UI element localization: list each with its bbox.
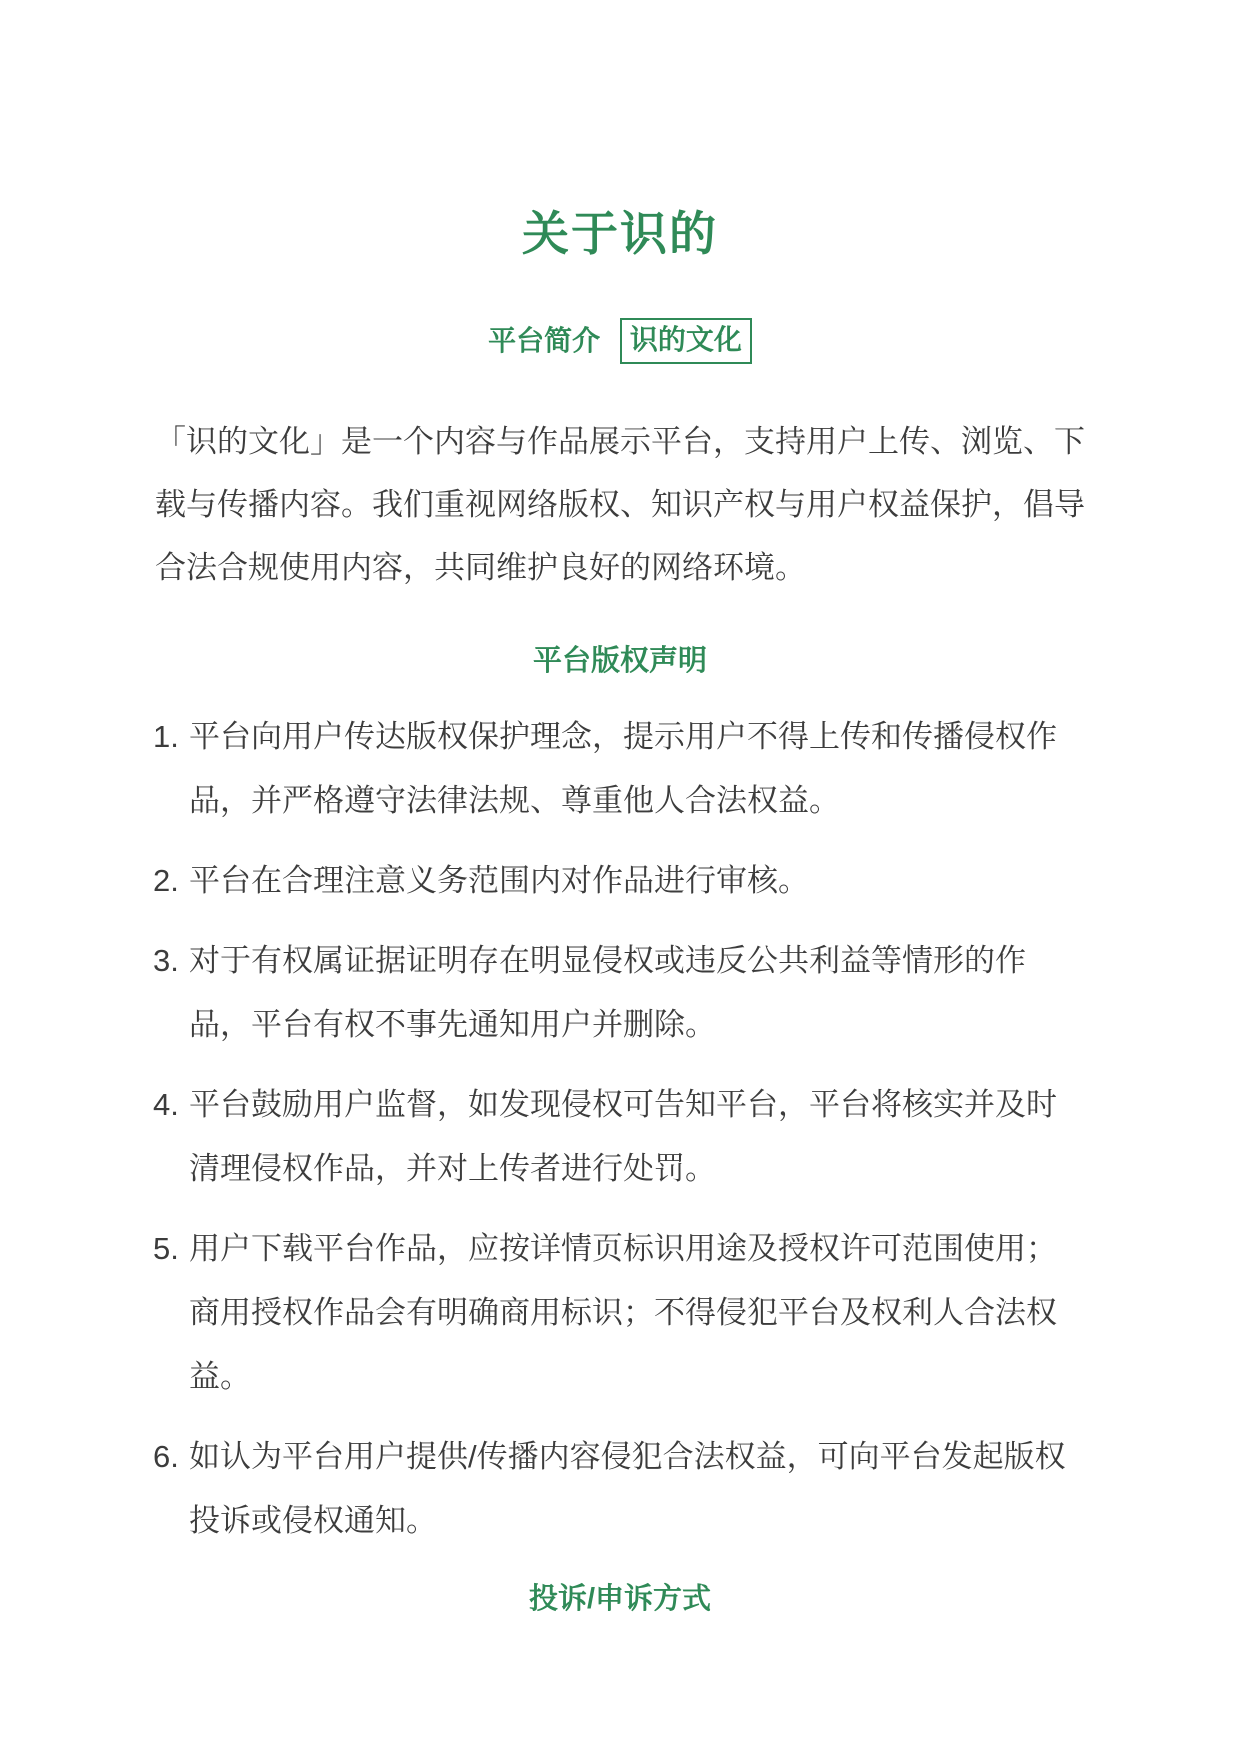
list-item [155, 1217, 1085, 1409]
platform-name-box: 识的文化 [620, 318, 752, 364]
list-item [155, 705, 1085, 833]
document-content [155, 0, 1085, 1619]
page-title: 关于识的 [522, 207, 718, 260]
list-item [155, 849, 1085, 913]
list-item-number: 6. [153, 1439, 179, 1474]
list-item-number: 4. [153, 1087, 179, 1122]
list-item [155, 1425, 1085, 1553]
intro-paragraph: 「识的文化」是一个内容与作品展示平台，支持用户上传、浏览、下载与传播内容。我们重视网络版权、知识产权与用户权益保护，倡导合法合规使用内容，共同维护良好的网络环境。 [155, 424, 1085, 585]
list-item [155, 929, 1085, 1057]
section-heading-complaint: 投诉/申诉方式 [528, 1583, 712, 1615]
list-item-number: 3. [153, 943, 179, 978]
copyright-list [155, 705, 1085, 1553]
list-item-text: 如认为平台用户提供/传播内容侵犯合法权益，可向平台发起版权投诉或侵权通知。 [189, 1439, 1066, 1538]
section-heading-copyright: 平台版权声明 [532, 645, 707, 677]
list-item-number: 1. [153, 719, 179, 754]
list-item-text: 对于有权属证据证明存在明显侵权或违反公共利益等情形的作品，平台有权不事先通知用户并删除。 [189, 943, 1026, 1042]
list-item-text: 用户下载平台作品，应按详情页标识用途及授权许可范围使用；商用授权作品会有明确商用标识；不得侵犯平台及权利人合法权益。 [189, 1231, 1057, 1394]
list-item-number: 5. [153, 1231, 179, 1266]
list-item-text: 平台鼓励用户监督，如发现侵权可告知平台，平台将核实并及时清理侵权作品，并对上传者进行处罚。 [189, 1087, 1057, 1186]
list-item-number: 2. [153, 863, 179, 898]
list-item [155, 1073, 1085, 1201]
list-item-text: 平台向用户传达版权保护理念，提示用户不得上传和传播侵权作品，并严格遵守法律法规、尊重他人合法权益。 [189, 719, 1057, 818]
list-item-text: 平台在合理注意义务范围内对作品进行审核。 [189, 863, 809, 898]
subtitle-label: 平台简介 [488, 325, 601, 356]
subtitle [155, 318, 1085, 364]
